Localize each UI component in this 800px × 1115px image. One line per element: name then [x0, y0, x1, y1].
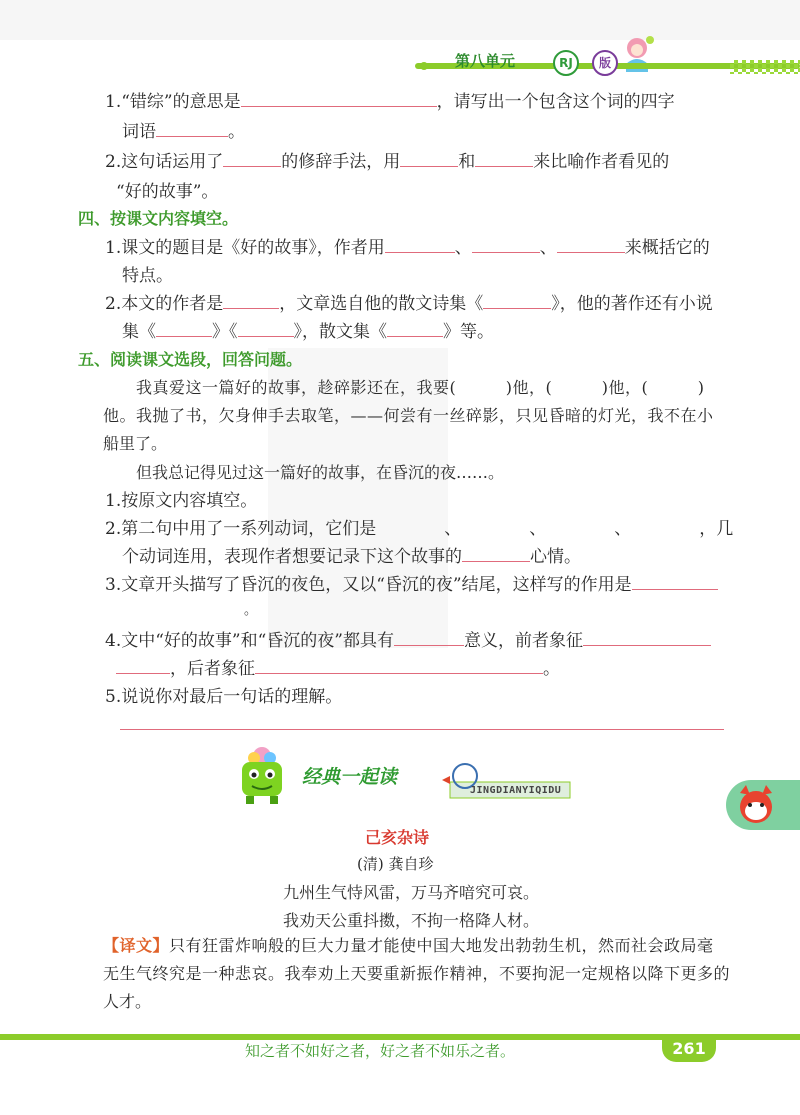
section-4-heading: 四、按课文内容填空。	[78, 209, 239, 228]
banner-title: 经典一起读	[302, 766, 398, 788]
side-tab[interactable]	[726, 780, 800, 830]
s5-q4-line2: ，后者象征 。	[116, 657, 560, 681]
s5-para1-line3: 船里了。	[103, 434, 168, 453]
page-number: 261	[662, 1036, 716, 1062]
s5-q3-line2: 。	[244, 603, 258, 618]
s5-para1-line1: 我真爱这一篇好的故事，趁碎影还在，我要( )他，( )他，( )	[136, 378, 705, 397]
s5-q5: 5.说说你对最后一句话的理解。	[105, 687, 343, 707]
s5-q2-line1: 2.第二句中用了一系列动词，它们是 、 、 、 ，几	[105, 519, 734, 539]
edition-badge: 版	[592, 50, 618, 76]
s5-q2-line2: 个动词连用，表现作者想要记录下这个故事的 心情。	[122, 547, 581, 567]
poem-line-2: 我劝天公重抖擞，不拘一格降人材。	[283, 911, 540, 930]
s5-q1: 1.按原文内容填空。	[105, 491, 258, 511]
q2-blank-b[interactable]	[475, 150, 533, 167]
translation-line-1: 【译文】只有狂雷炸响般的巨大力量才能使中国大地发出勃勃生机，然而社会政局毫	[103, 936, 714, 955]
q1-line2: 词语 。	[122, 122, 245, 142]
footer-quote: 知之者不如好之者，好之者不如乐之者。	[245, 1042, 516, 1060]
checker-pattern	[730, 60, 800, 74]
s5-q5-answer-line[interactable]	[120, 729, 724, 730]
header-dot	[420, 62, 428, 70]
s5-q4-blank-former-cont[interactable]	[116, 657, 170, 674]
s5-q4-line1: 4.文中“好的故事”和“昏沉的夜”都具有 意义，前者象征	[105, 629, 711, 653]
q2-line1: 2.这句话运用了 的修辞手法，用 和 来比喻作者看见的	[105, 152, 670, 172]
s4-q2-blank-author[interactable]	[223, 292, 279, 309]
q1-blank-meaning[interactable]	[241, 90, 437, 107]
rj-badge: RJ	[553, 50, 579, 76]
banner-mascot-icon	[232, 744, 292, 806]
s5-q4-blank-latter[interactable]	[255, 657, 543, 674]
unit-title: 第八单元	[455, 52, 516, 70]
s5-q4-blank-meaning[interactable]	[394, 629, 464, 646]
translation-label: 【译文】	[103, 936, 170, 955]
s5-q4-blank-former[interactable]	[583, 629, 711, 646]
s4-q2-blank-novel1[interactable]	[156, 320, 212, 337]
s4-q1-blank1[interactable]	[385, 236, 455, 253]
s5-q3-line1: 3.文章开头描写了昏沉的夜色，又以“昏沉的夜”结尾，这样写的作用是	[105, 573, 718, 597]
s5-para2: 但我总记得见过这一篇好的故事，在昏沉的夜……。	[136, 463, 505, 482]
translation-line-3: 人才。	[103, 992, 152, 1011]
s5-q2-blank-mood[interactable]	[462, 545, 530, 562]
poem-title: 己亥杂诗	[365, 828, 430, 847]
s5-q3-blank-effect[interactable]	[632, 573, 718, 590]
q1-blank-idiom[interactable]	[156, 120, 228, 137]
q1-line1: 1.“错综”的意思是 ，请写出一个包含这个词的四字	[105, 92, 675, 112]
poem-line-1: 九州生气恃风雷，万马齐喑究可哀。	[283, 883, 540, 902]
banner-pinyin: JINGDIANYIQIDU	[470, 785, 562, 796]
s5-para1-line2: 他。我抛了书，欠身伸手去取笔，——何尝有一丝碎影，只见昏暗的灯光，我不在小	[103, 406, 714, 425]
q2-blank-rhetoric[interactable]	[223, 150, 281, 167]
poem-author: (清) 龚自珍	[357, 855, 434, 873]
s4-q2-blank-essay[interactable]	[387, 320, 443, 337]
s4-q1-blank2[interactable]	[472, 236, 540, 253]
s4-q2-line1: 2.本文的作者是 ，文章选自他的散文诗集《 》，他的著作还有小说	[105, 294, 713, 314]
s4-q1-line2: 特点。	[122, 266, 173, 286]
s4-q2-blank-collection[interactable]	[483, 292, 551, 309]
q2-line2: “好的故事”。	[116, 182, 219, 202]
q2-blank-a[interactable]	[400, 150, 458, 167]
section-5-heading: 五、阅读课文选段，回答问题。	[78, 350, 303, 369]
top-bar	[0, 0, 800, 40]
cat-mascot-icon	[734, 783, 778, 827]
s4-q1-line1: 1.课文的题目是《好的故事》，作者用 、 、 来概括它的	[105, 238, 710, 258]
s4-q2-blank-novel2[interactable]	[238, 320, 294, 337]
s4-q1-blank3[interactable]	[557, 236, 625, 253]
s4-q2-line2: 集《 》《 》，散文集《 》等。	[122, 322, 494, 342]
translation-line-2: 无生气终究是一种悲哀。我奉劝上天要重新振作精神，不要拘泥一定规格以降下更多的	[103, 964, 731, 983]
